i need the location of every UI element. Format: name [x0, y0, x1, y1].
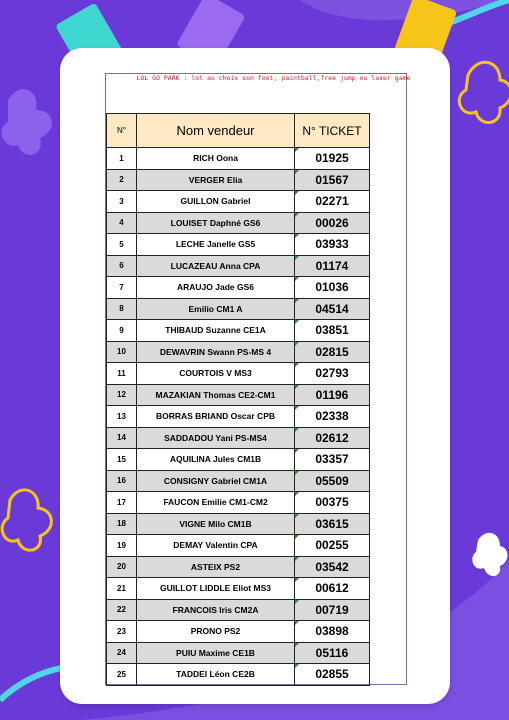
row-number: 15	[107, 449, 137, 471]
ticket-number-text: 03851	[315, 323, 349, 338]
cell-comment-marker	[295, 449, 299, 453]
table-row	[107, 341, 370, 363]
table-row	[107, 492, 370, 514]
table-row	[107, 535, 370, 557]
cell-comment-marker	[295, 664, 299, 668]
cell-comment-marker	[295, 256, 299, 260]
ticket-number-text: 00255	[315, 538, 349, 553]
seller-name: AQUILINA Jules CM1B	[137, 449, 295, 471]
ticket-number-text: 01567	[315, 172, 349, 187]
row-number: 21	[107, 578, 137, 600]
ticket-number-text: 00719	[315, 602, 349, 617]
ticket-number	[295, 255, 370, 277]
seller-name: ARAUJO Jade GS6	[137, 277, 295, 299]
table-row	[107, 556, 370, 578]
seller-name: PRONO PS2	[137, 621, 295, 643]
content-card	[60, 48, 450, 704]
seller-name: LUCAZEAU Anna CPA	[137, 255, 295, 277]
flower-right-top	[459, 62, 509, 122]
ticket-number	[295, 664, 370, 686]
row-number: 14	[107, 427, 137, 449]
ticket-number-text: 03933	[315, 237, 349, 252]
ticket-number	[295, 234, 370, 256]
row-number: 8	[107, 298, 137, 320]
seller-name: ASTEIX PS2	[137, 556, 295, 578]
ticket-number	[295, 212, 370, 234]
seller-name: COURTOIS V MS3	[137, 363, 295, 385]
row-number: 3	[107, 191, 137, 213]
table-row	[107, 277, 370, 299]
ticket-number	[295, 148, 370, 170]
ticket-number-text: 05509	[315, 473, 349, 488]
table-header-row	[107, 114, 370, 148]
table-row	[107, 578, 370, 600]
table-row	[107, 169, 370, 191]
ticket-number	[295, 277, 370, 299]
table-row	[107, 363, 370, 385]
cell-comment-marker	[295, 535, 299, 539]
ticket-number-text: 00612	[315, 581, 349, 596]
row-number: 23	[107, 621, 137, 643]
flower-left-bottom	[2, 490, 51, 550]
cell-comment-marker	[295, 514, 299, 518]
ticket-number-text: 00026	[315, 215, 349, 230]
row-number: 1	[107, 148, 137, 170]
seller-name: PUIU Maxime CE1B	[137, 642, 295, 664]
row-number: 25	[107, 664, 137, 686]
table-row	[107, 664, 370, 686]
table-row	[107, 642, 370, 664]
ticket-number	[295, 406, 370, 428]
cell-comment-marker	[295, 342, 299, 346]
row-number: 11	[107, 363, 137, 385]
seller-name: THIBAUD Suzanne CE1A	[137, 320, 295, 342]
cell-comment-marker	[295, 234, 299, 238]
row-number: 16	[107, 470, 137, 492]
prize-note-row	[107, 73, 370, 114]
ticket-number	[295, 470, 370, 492]
ticket-number	[295, 427, 370, 449]
ticket-number	[295, 578, 370, 600]
row-number: 20	[107, 556, 137, 578]
ticket-number-text: 02815	[315, 344, 349, 359]
seller-name: Emilio CM1 A	[137, 298, 295, 320]
table-row	[107, 298, 370, 320]
ticket-number	[295, 363, 370, 385]
cell-comment-marker	[295, 643, 299, 647]
ticket-number-text: 00375	[315, 495, 349, 510]
ticket-number	[295, 492, 370, 514]
seller-name: LOUISET Daphné GS6	[137, 212, 295, 234]
seller-name: TADDEI Léon CE2B	[137, 664, 295, 686]
ticket-number-text: 04514	[315, 301, 349, 316]
table-row	[107, 191, 370, 213]
cell-comment-marker	[295, 492, 299, 496]
table-row	[107, 621, 370, 643]
ticket-number	[295, 621, 370, 643]
ticket-number	[295, 341, 370, 363]
seller-name: FAUCON Emilie CM1-CM2	[137, 492, 295, 514]
ticket-number	[295, 535, 370, 557]
ticket-number-text: 02855	[315, 667, 349, 682]
ticket-number-text: 03542	[315, 559, 349, 574]
cell-comment-marker	[295, 578, 299, 582]
table-row	[107, 470, 370, 492]
table-row	[107, 212, 370, 234]
seller-name: GUILLON Gabriel	[137, 191, 295, 213]
ticket-number	[295, 513, 370, 535]
cell-comment-marker	[295, 385, 299, 389]
cell-comment-marker	[295, 471, 299, 475]
flower-left	[1, 89, 52, 155]
ticket-number-text: 01196	[315, 387, 349, 402]
table-row	[107, 234, 370, 256]
seller-name: FRANCOIS Iris CM2A	[137, 599, 295, 621]
ticket-number-text: 02271	[315, 194, 349, 209]
row-number: 24	[107, 642, 137, 664]
table-row	[107, 513, 370, 535]
seller-name: RICH Oona	[137, 148, 295, 170]
seller-name: DEMAY Valentin CPA	[137, 535, 295, 557]
ticket-number-text: 03898	[315, 624, 349, 639]
ticket-number	[295, 169, 370, 191]
seller-name: SADDADOU Yani PS-MS4	[137, 427, 295, 449]
ticket-number-text: 02793	[315, 366, 349, 381]
table-row	[107, 599, 370, 621]
row-number: 5	[107, 234, 137, 256]
cell-comment-marker	[295, 320, 299, 324]
cell-comment-marker	[295, 406, 299, 410]
prize-note: LOL GO PARK : lot au choix son foot, paintball,free jump ou laser game	[136, 74, 411, 82]
seller-name: MAZAKIAN Thomas CE2-CM1	[137, 384, 295, 406]
cell-comment-marker	[295, 277, 299, 281]
ticket-number	[295, 191, 370, 213]
cell-comment-marker	[295, 621, 299, 625]
ticket-number	[295, 556, 370, 578]
ticket-number	[295, 320, 370, 342]
ticket-number-text: 01925	[315, 151, 349, 166]
seller-name: GUILLOT LIDDLE Eliot MS3	[137, 578, 295, 600]
cell-comment-marker	[295, 213, 299, 217]
ticket-number-text: 03357	[315, 452, 349, 467]
row-number: 17	[107, 492, 137, 514]
cell-comment-marker	[295, 299, 299, 303]
row-number: 9	[107, 320, 137, 342]
row-number: 13	[107, 406, 137, 428]
table-body	[107, 148, 370, 686]
row-number: 4	[107, 212, 137, 234]
seller-name: VIGNE Milo CM1B	[137, 513, 295, 535]
cell-comment-marker	[295, 557, 299, 561]
cell-comment-marker	[295, 428, 299, 432]
header-number: N°	[107, 114, 137, 148]
row-number: 2	[107, 169, 137, 191]
ticket-number-text: 02338	[315, 409, 349, 424]
seller-ticket-table	[106, 73, 411, 686]
row-number: 7	[107, 277, 137, 299]
cell-comment-marker	[295, 600, 299, 604]
ticket-number	[295, 449, 370, 471]
header-ticket-number: N° TICKET	[295, 114, 370, 148]
row-number: 19	[107, 535, 137, 557]
row-number: 12	[107, 384, 137, 406]
ticket-number-text: 02612	[315, 430, 349, 445]
row-number: 10	[107, 341, 137, 363]
cell-comment-marker	[295, 170, 299, 174]
table-row	[107, 406, 370, 428]
ticket-number-text: 03615	[315, 516, 349, 531]
table-row	[107, 255, 370, 277]
ticket-number-text: 01036	[315, 280, 349, 295]
table-row	[107, 148, 370, 170]
ticket-number	[295, 642, 370, 664]
cell-comment-marker	[295, 148, 299, 152]
table-row	[107, 427, 370, 449]
seller-name: BORRAS BRIAND Oscar CPB	[137, 406, 295, 428]
header-seller-name: Nom vendeur	[137, 114, 295, 148]
ticket-number-text: 01174	[315, 258, 349, 273]
ticket-number	[295, 384, 370, 406]
row-number: 6	[107, 255, 137, 277]
seller-name: CONSIGNY Gabriel CM1A	[137, 470, 295, 492]
ticket-number	[295, 599, 370, 621]
ticket-number-text: 05116	[315, 645, 349, 660]
seller-name: VERGER Elia	[137, 169, 295, 191]
seller-name: LECHE Janelle GS5	[137, 234, 295, 256]
row-number: 22	[107, 599, 137, 621]
cell-comment-marker	[295, 191, 299, 195]
table-row	[107, 449, 370, 471]
row-number: 18	[107, 513, 137, 535]
cell-comment-marker	[295, 363, 299, 367]
table-row	[107, 384, 370, 406]
seller-name: DEWAVRIN Swann PS-MS 4	[137, 341, 295, 363]
ticket-number	[295, 298, 370, 320]
table-row	[107, 320, 370, 342]
